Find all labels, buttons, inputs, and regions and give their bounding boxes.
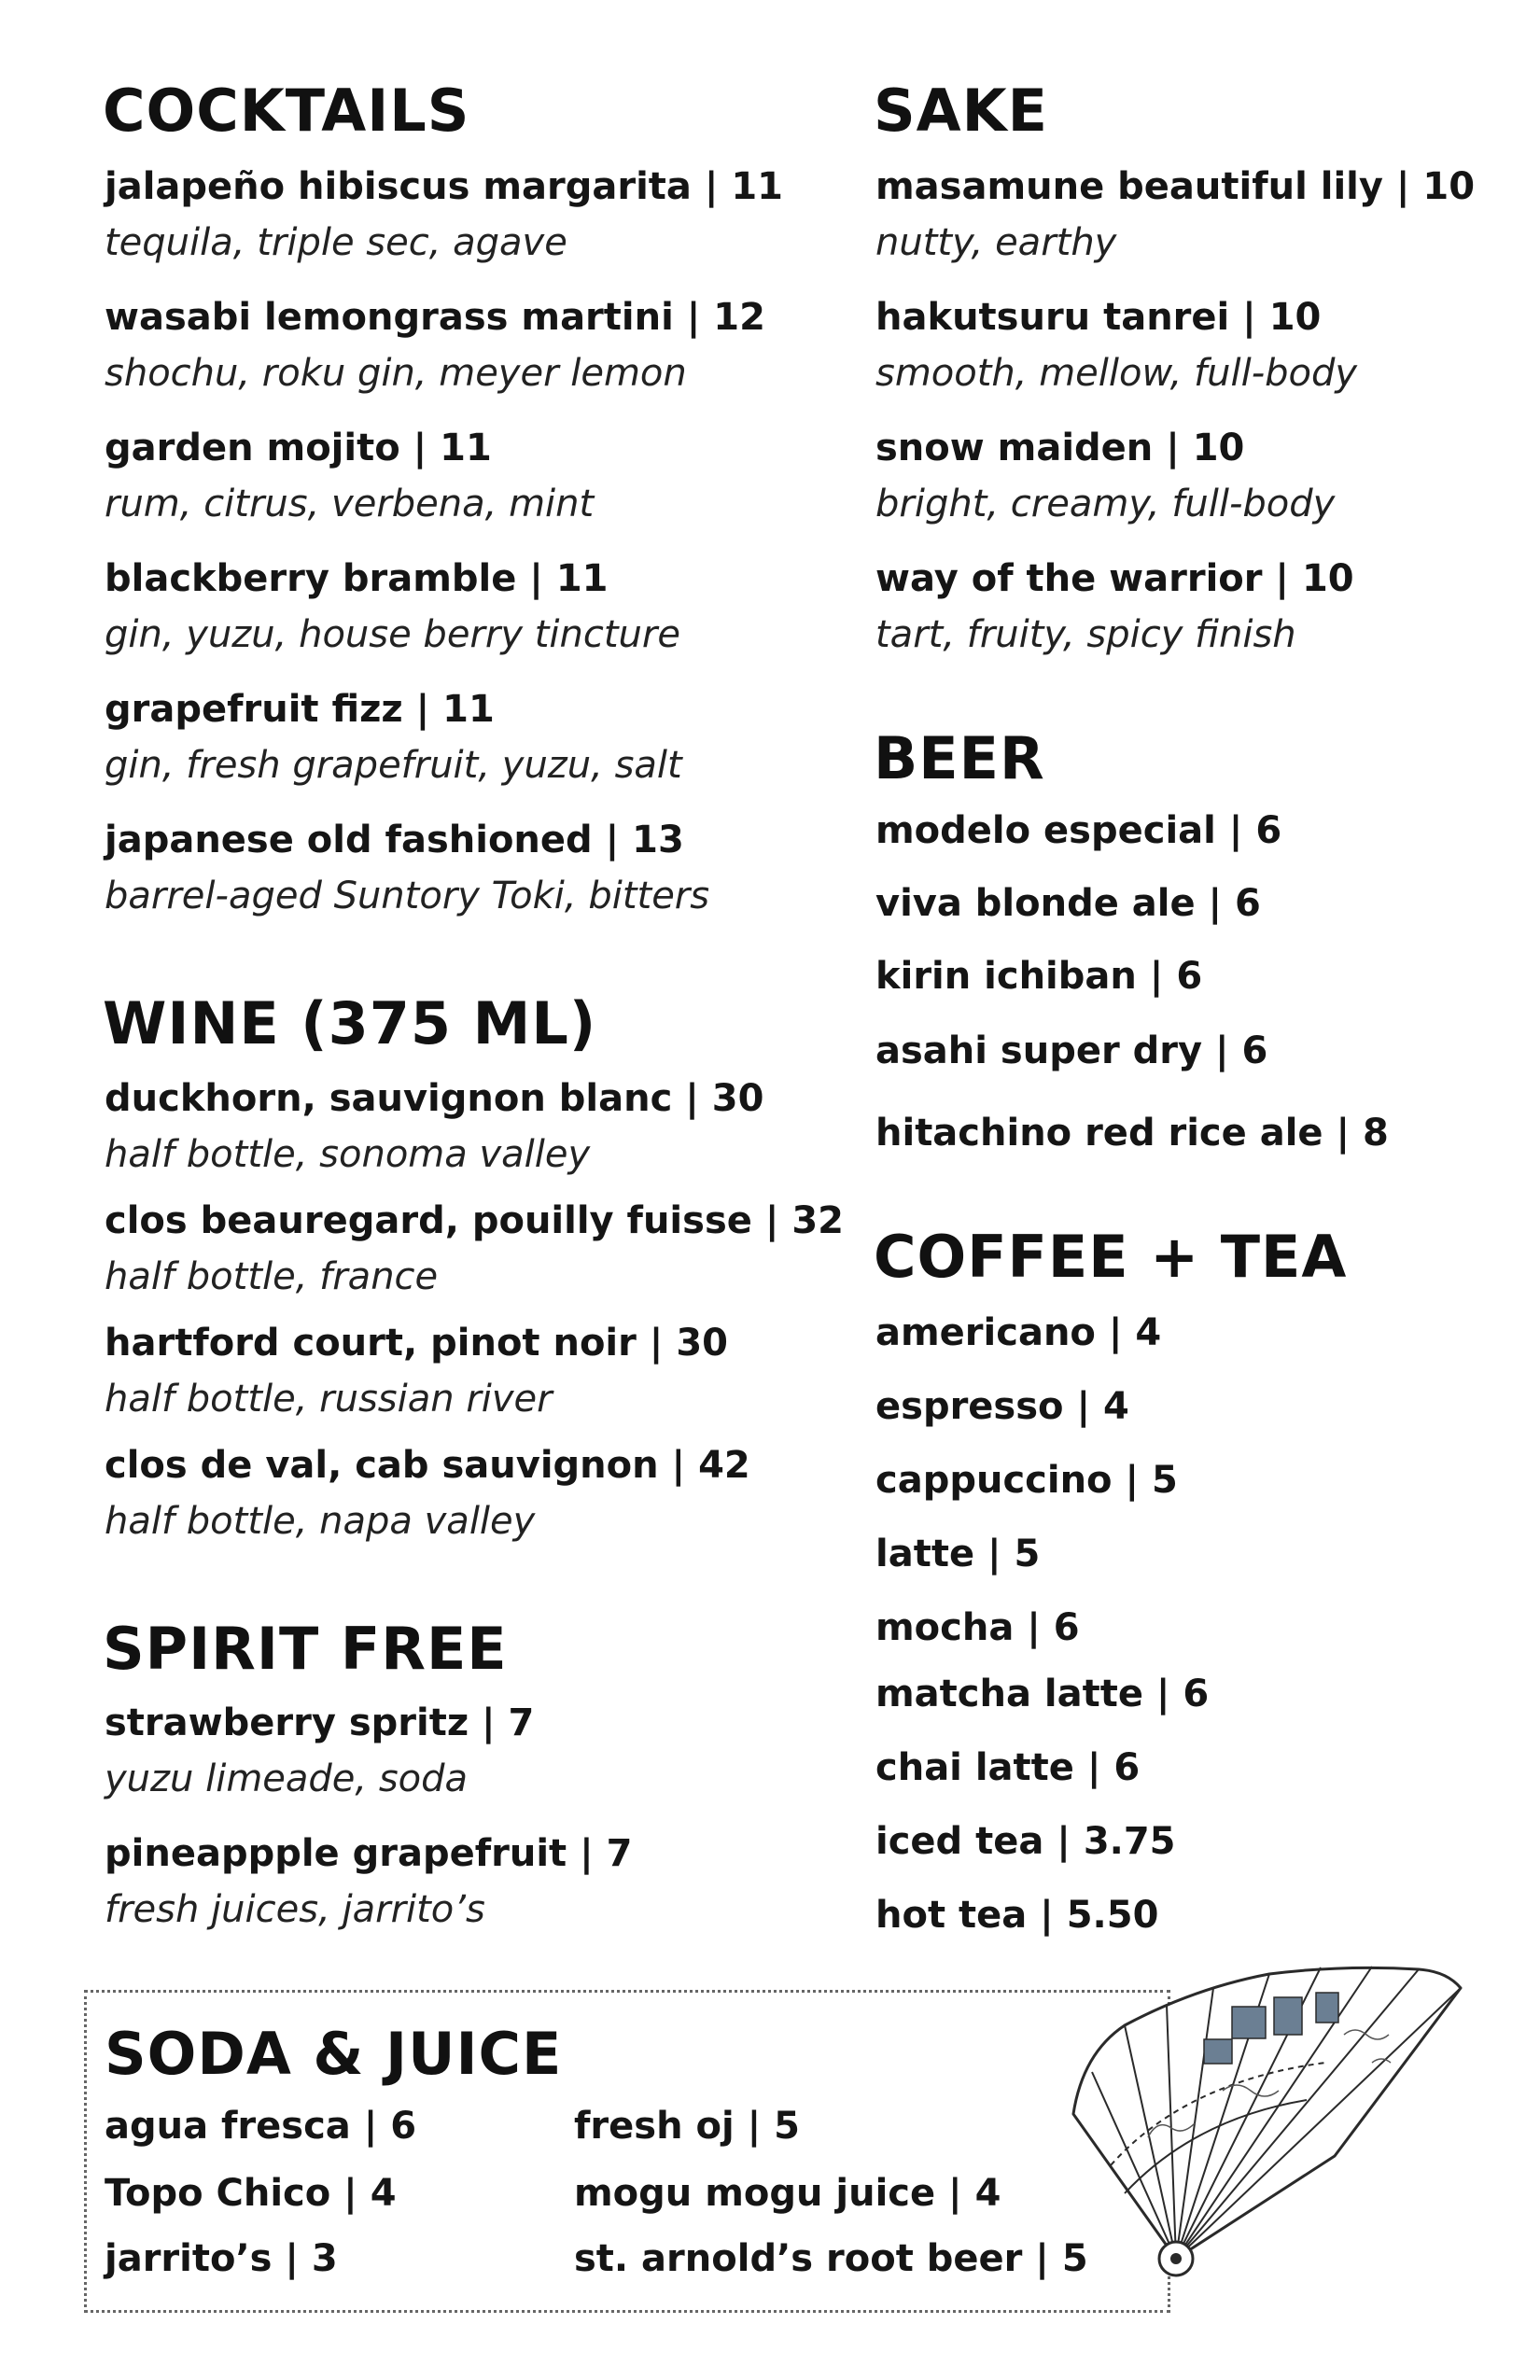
menu-item-name: americano | 4 xyxy=(875,1311,1162,1354)
menu-item-name: jalapeño hibiscus margarita | 11 xyxy=(105,165,784,208)
menu-item-description: barrel-aged Suntory Toki, bitters xyxy=(105,875,710,917)
menu-item-name: clos beauregard, pouilly fuisse | 32 xyxy=(105,1199,845,1242)
menu-item-name: hitachino red rice ale | 8 xyxy=(875,1112,1389,1155)
menu-item-description: rum, citrus, verbena, mint xyxy=(105,483,595,525)
menu-item-name: chai latte | 6 xyxy=(875,1746,1141,1789)
menu-item-name: espresso | 4 xyxy=(875,1385,1129,1428)
cocktails-heading: COCKTAILS xyxy=(103,77,470,145)
menu-item-description: half bottle, napa valley xyxy=(105,1500,536,1543)
menu-item-name: garden mojito | 11 xyxy=(105,427,492,469)
menu-item-name: agua fresca | 6 xyxy=(105,2105,417,2148)
menu-item-description: nutty, earthy xyxy=(875,221,1117,264)
wine-heading: WINE (375 ML) xyxy=(103,989,597,1057)
menu-item-name: cappuccino | 5 xyxy=(875,1459,1178,1502)
menu-item-name: way of the warrior | 10 xyxy=(875,557,1354,600)
menu-item-name: hakutsuru tanrei | 10 xyxy=(875,296,1322,339)
menu-item-description: gin, fresh grapefruit, yuzu, salt xyxy=(105,744,682,787)
menu-item-name: mogu mogu juice | 4 xyxy=(574,2172,1001,2215)
menu-item-name: pineappple grapefruit | 7 xyxy=(105,1832,633,1875)
menu-item-name: Topo Chico | 4 xyxy=(105,2172,397,2215)
menu-item-description: half bottle, russian river xyxy=(105,1378,553,1421)
menu-item-name: wasabi lemongrass martini | 12 xyxy=(105,296,765,339)
menu-item-name: modelo especial | 6 xyxy=(875,809,1282,852)
menu-item-name: jarrito’s | 3 xyxy=(105,2237,338,2280)
menu-item-name: iced tea | 3.75 xyxy=(875,1820,1176,1863)
menu-item-name: viva blonde ale | 6 xyxy=(875,882,1261,925)
menu-item-description: fresh juices, jarrito’s xyxy=(105,1888,485,1931)
menu-item-name: latte | 5 xyxy=(875,1533,1041,1575)
menu-item-name: hartford court, pinot noir | 30 xyxy=(105,1322,728,1365)
menu-item-description: tequila, triple sec, agave xyxy=(105,221,567,264)
spirit-free-heading: SPIRIT FREE xyxy=(103,1615,508,1683)
menu-item-description: bright, creamy, full-body xyxy=(875,483,1336,525)
menu-item-description: smooth, mellow, full-body xyxy=(875,352,1358,395)
menu-item-name: fresh oj | 5 xyxy=(574,2105,800,2148)
folding-fan-icon xyxy=(1036,1951,1484,2296)
menu-item-name: japanese old fashioned | 13 xyxy=(105,819,684,861)
beer-heading: BEER xyxy=(874,724,1045,792)
menu-item-name: strawberry spritz | 7 xyxy=(105,1701,535,1744)
menu-item-description: tart, fruity, spicy finish xyxy=(875,613,1296,656)
sake-heading: SAKE xyxy=(874,77,1049,145)
menu-item-description: yuzu limeade, soda xyxy=(105,1757,469,1800)
menu-item-name: masamune beautiful lily | 10 xyxy=(875,165,1476,208)
menu-item-name: snow maiden | 10 xyxy=(875,427,1245,469)
menu-item-name: mocha | 6 xyxy=(875,1606,1080,1649)
menu-item-name: blackberry bramble | 11 xyxy=(105,557,609,600)
menu-item-description: gin, yuzu, house berry tincture xyxy=(105,613,680,656)
menu-item-name: matcha latte | 6 xyxy=(875,1673,1210,1715)
menu-item-name: kirin ichiban | 6 xyxy=(875,955,1203,998)
menu-item-name: grapefruit fizz | 11 xyxy=(105,688,495,731)
coffee-tea-heading: COFFEE + TEA xyxy=(874,1223,1348,1291)
menu-item-name: duckhorn, sauvignon blanc | 30 xyxy=(105,1077,764,1120)
menu-item-description: shochu, roku gin, meyer lemon xyxy=(105,352,687,395)
menu-item-name: hot tea | 5.50 xyxy=(875,1894,1159,1937)
menu-item-name: asahi super dry | 6 xyxy=(875,1029,1268,1072)
menu-item-name: clos de val, cab sauvignon | 42 xyxy=(105,1444,750,1487)
menu-item-description: half bottle, france xyxy=(105,1255,439,1298)
menu-item-description: half bottle, sonoma valley xyxy=(105,1133,591,1176)
soda-juice-heading: SODA & JUICE xyxy=(105,2020,563,2088)
menu-item-name: st. arnold’s root beer | 5 xyxy=(574,2237,1088,2280)
